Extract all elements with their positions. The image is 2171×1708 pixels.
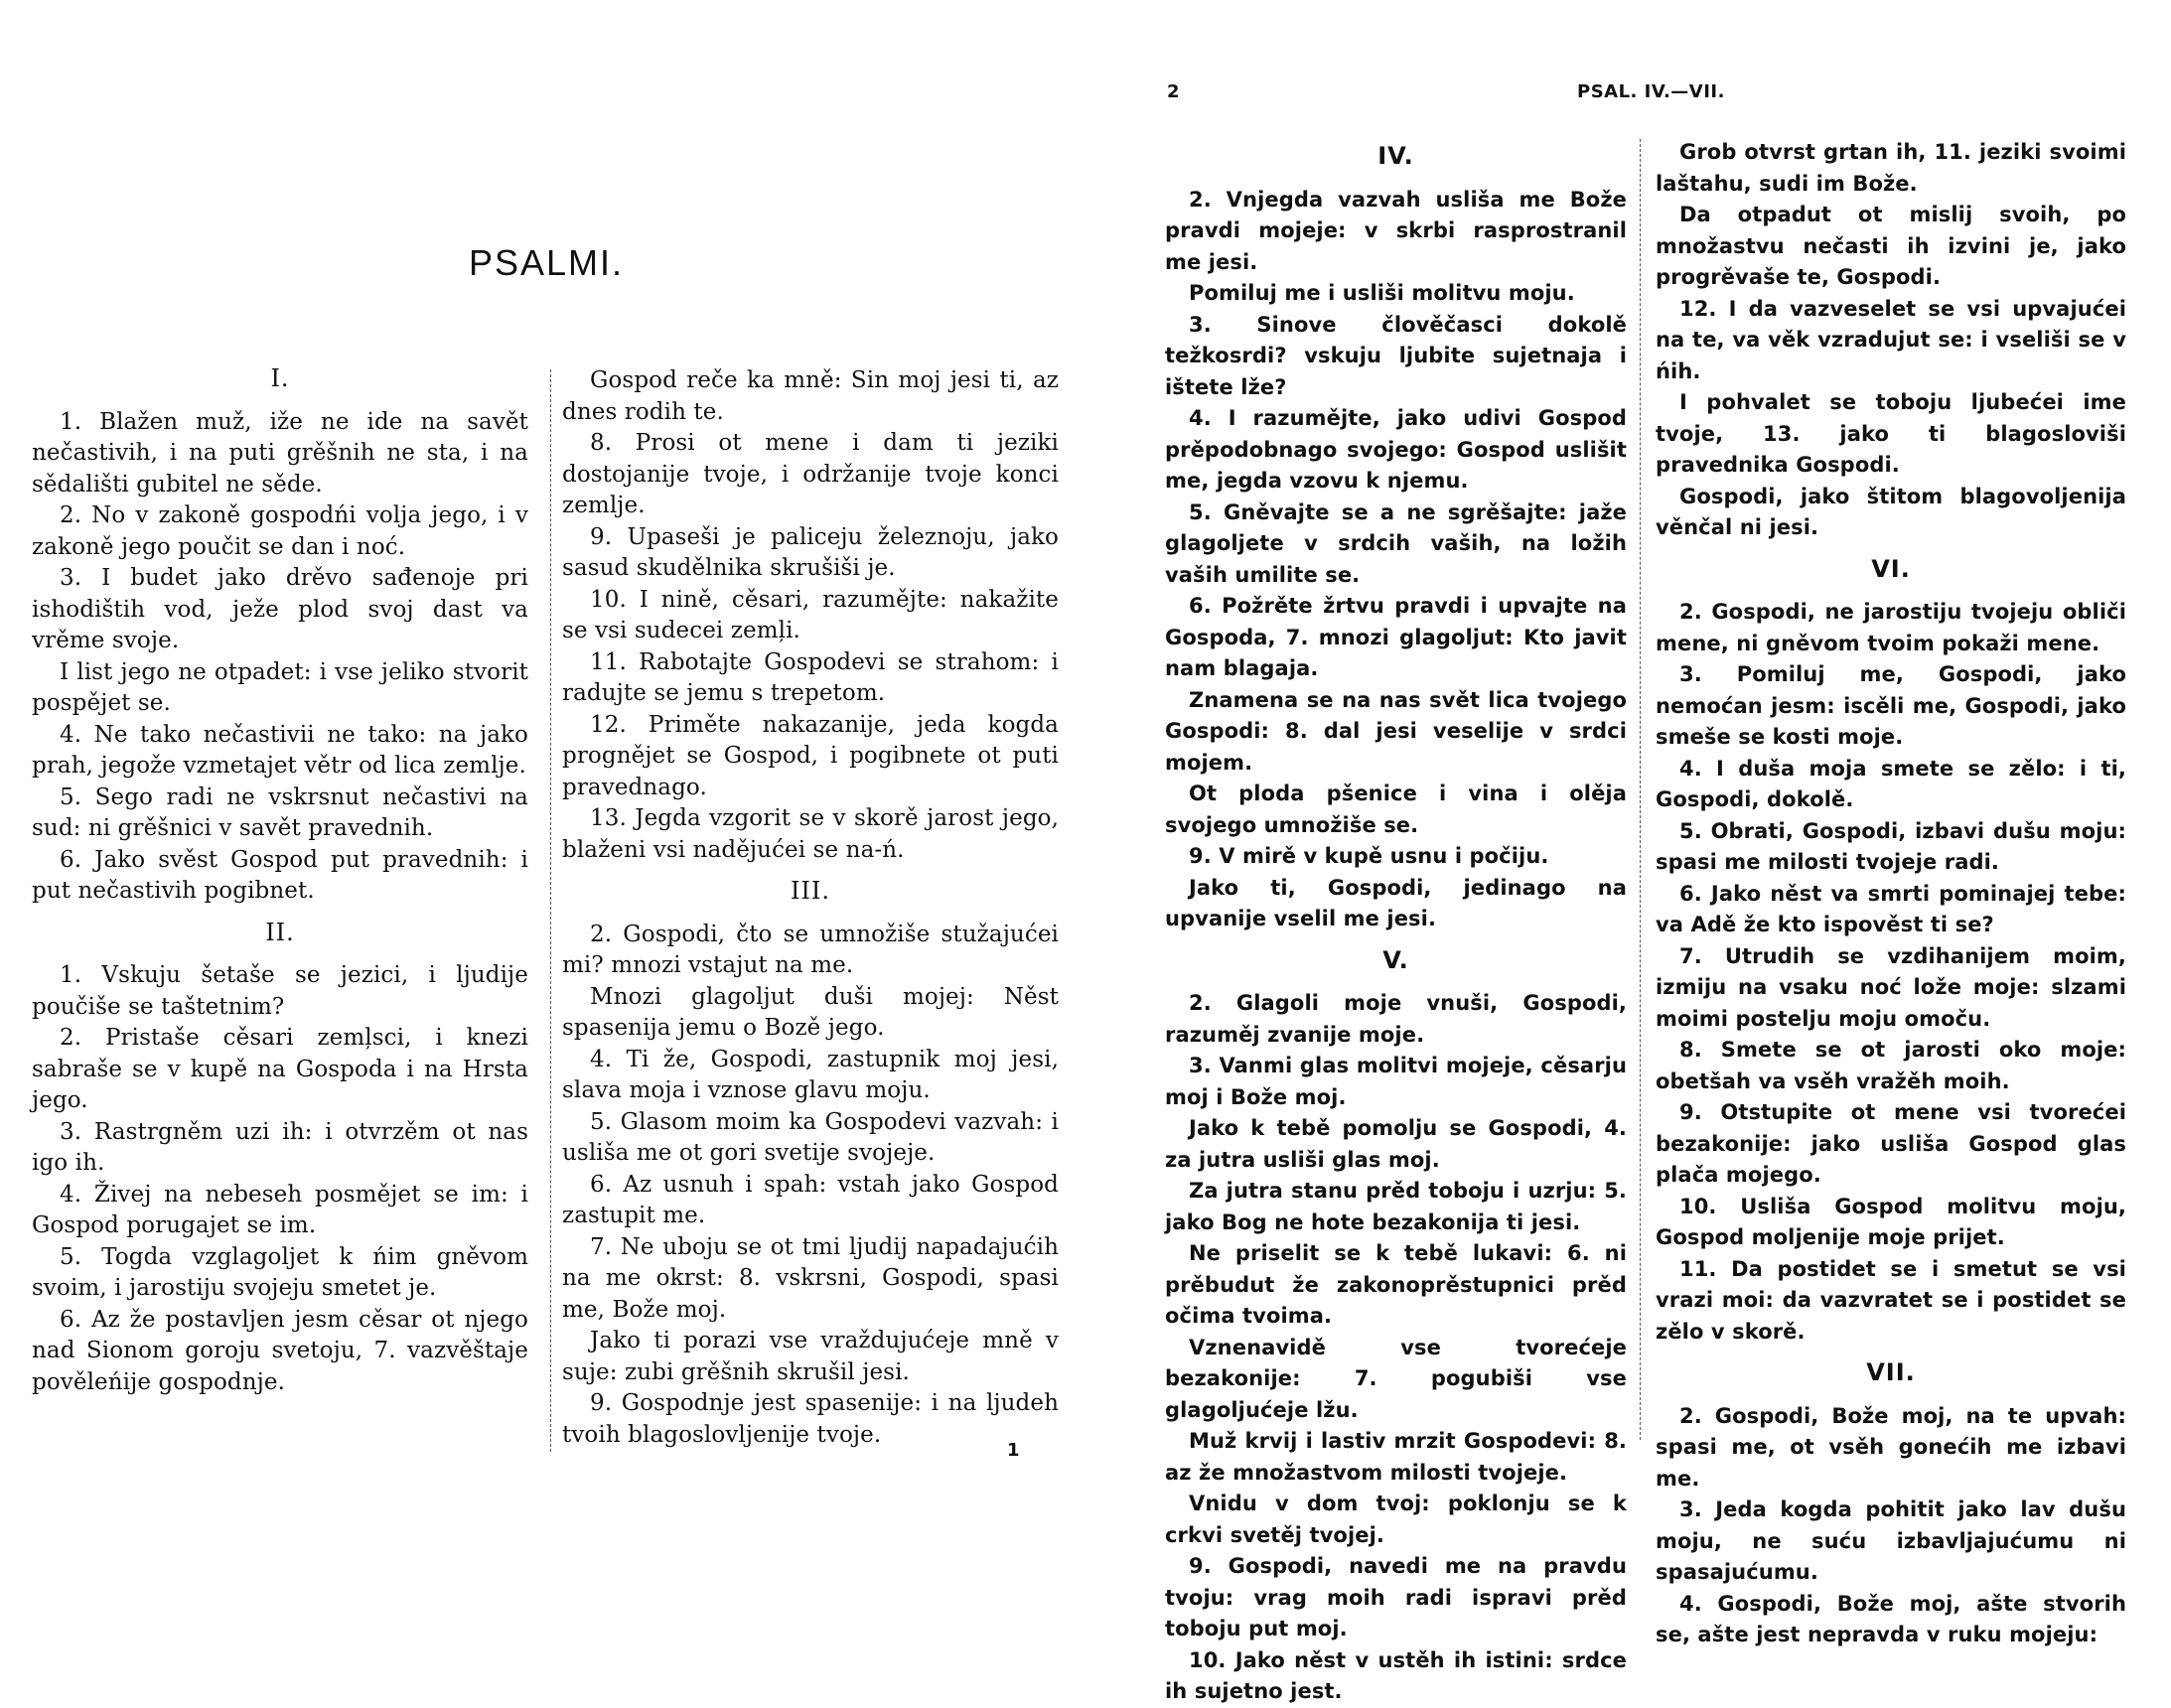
verse-paragraph: 6. Jako něst va smrti pominajej tebe: va Adě že kto ispověst ti se? xyxy=(1656,881,2126,936)
verse-paragraph: Jako ti porazi vse vraždujućeje mně v suje: zubi grěšnih skrušil jesi. xyxy=(562,1328,1059,1385)
verse-paragraph: 5. Glasom moim ka Gospodevi vazvah: i usliša me ot gori svetije svojeje. xyxy=(562,1108,1059,1166)
verse-paragraph: Ot ploda pšenice i vina i olěja svojego umnožiše se. xyxy=(1165,782,1627,837)
verse-paragraph: 9. Gospodi, navedi me na pravdu tvoju: vrag moih radi ispravi prěd toboju put moj. xyxy=(1165,1554,1627,1640)
verse-paragraph: 11. Da postidet se i smetut se vsi vrazi moi: da vazvratet se i postidet se zělo v skorě. xyxy=(1656,1256,2126,1344)
verse-paragraph: 2. Gospodi, Bože moj, na te upvah: spasi me, ot vsěh gonećih me izbavi me. xyxy=(1656,1403,2126,1491)
psalm-heading: I. xyxy=(270,364,290,392)
verse-paragraph: 10. Jako něst v ustěh ih istini: srdce ih sujetno jest. xyxy=(1165,1647,1627,1703)
verse-paragraph: 1. Vskuju šetaše se jezici, i ljudije poučiše se taštetnim? xyxy=(32,962,528,1020)
verse-paragraph: Jako ti, Gospodi, jedinago na upvanije vselil me jesi. xyxy=(1165,875,1627,930)
verse-paragraph: Za jutra stanu prěd toboju i uzrju: 5. jako Bog ne hote bezakonija ti jesi. xyxy=(1165,1179,1627,1234)
verse-paragraph: 4. I duša moja smete se zělo: i ti, Gospodi, dokolě. xyxy=(1656,756,2126,811)
right-page xyxy=(1086,0,2171,1703)
verse-paragraph: Mnozi glagoljut duši mojej: Něst spasenija jemu o Bozě jego. xyxy=(562,983,1059,1041)
verse-paragraph: 11. Rabotajte Gospodevi se strahom: i radujte se jemu s trepetom. xyxy=(562,648,1059,706)
verse-paragraph: 3. Pomiluj me, Gospodi, jako nemoćan jesm: iscěli me, Gospodi, jako smeše se kosti moje. xyxy=(1656,662,2126,749)
verse-paragraph: 13. Jegda vzgorit se v skorě jarost jego, blaženi vsi nadějućei se na-ń. xyxy=(562,805,1059,863)
verse-paragraph: 6. Az že postavljen jesm cěsar ot njego nad Sionom goroju svetoju, 7. vazvěštaje pověleńije gospodnje. xyxy=(32,1306,528,1395)
column-divider xyxy=(1640,139,1641,1440)
left-page-column-1 xyxy=(32,354,528,1398)
verse-paragraph: 6. Az usnuh i spah: vstah jako Gospod zastupit me. xyxy=(562,1171,1059,1228)
verse-paragraph: 10. I nině, cěsari, razumějte: nakažite se vsi sudecei zemļi. xyxy=(562,586,1059,643)
verse-paragraph: 6. Požrěte žrtvu pravdi i upvajte na Gospoda, 7. mnozi glagoljut: Kto javit nam blagaja. xyxy=(1165,594,1627,680)
verse-paragraph: 5. Togda vzglagoljet k ńim gněvom svoim, i jarostiju svojeju smetet je. xyxy=(32,1243,528,1301)
verse-paragraph: 12. Priměte nakazanije, jeda kogda prognějet se Gospod, i pogibnete ot puti pravednago. xyxy=(562,711,1059,800)
verse-paragraph: Da otpadut ot mislij svoih, po množastvu nečasti ih izvini je, jako progrěvaše te, Gospodi. xyxy=(1656,203,2126,289)
verse-paragraph: 2. No v zakoně gospodńi volja jego, i v zakoně jego poučit se dan i noć. xyxy=(32,502,528,560)
verse-paragraph: Gospod reče ka mně: Sin moj jesi ti, az dnes rodih te. xyxy=(562,367,1059,425)
verse-paragraph: 3. Sinove člověčasci dokolě težkosrdi? vskuju ljubite sujetnaja i ištete lže? xyxy=(1165,312,1627,399)
verse-paragraph: 7. Ne uboju se ot tmi ljudij napadajućih na me okrst: 8. vskrsni, Gospodi, spasi me, Bože moj. xyxy=(562,1233,1059,1323)
verse-paragraph: Gospodi, jako štitom blagovoljenija věnčal ni jesi. xyxy=(1656,484,2126,539)
verse-paragraph: 3. Rastrgněm uzi ih: i otvrzěm ot nas igo ih. xyxy=(32,1118,528,1176)
verse-paragraph: 9. Otstupite ot mene vsi tvorećei bezakonije: jako usliša Gospod glas plača mojego. xyxy=(1656,1100,2126,1187)
verse-paragraph: 7. Utrudih se vzdihanijem moim, izmiju na vsaku noć lože moje: slzami moimi postelju moju omoču. xyxy=(1656,943,2126,1031)
verse-paragraph: 10. Usliša Gospod molitvu moju, Gospod moljenije moje prijet. xyxy=(1656,1194,2126,1249)
verse-paragraph: 5. Sego radi ne vskrsnut nečastivi na sud: ni grěšnici v savět pravednih. xyxy=(32,783,528,841)
verse-paragraph: I pohvalet se toboju ljubećei ime tvoje, 13. jako ti blagosloviši pravednika Gospodi. xyxy=(1656,390,2126,477)
verse-paragraph: 8. Prosi ot mene i dam ti jeziki dostojanije tvoje, i održanije tvoje konci zemlje. xyxy=(562,430,1059,518)
verse-paragraph: Vnidu v dom tvoj: poklonju se k crkvi svetěj tvojej. xyxy=(1165,1492,1627,1547)
verse-paragraph: 4. Gospodi, Bože moj, ašte stvorih se, ašte jest nepravda v ruku mojeju: xyxy=(1656,1591,2126,1646)
psalm-heading: VII. xyxy=(1866,1358,1916,1386)
verse-paragraph: 4. I razumějte, jako udivi Gospod prěpodobnago svojego: Gospod uslišit me, jegda vzovu k njemu. xyxy=(1165,406,1627,493)
verse-paragraph: 12. I da vazveselet se vsi upvajućei na te, va věk vzradujut se: i vseliši se v ńih. xyxy=(1656,296,2126,383)
psalm-heading: IV. xyxy=(1377,142,1414,170)
verse-paragraph: 9. V mirě v kupě usnu i počiju. xyxy=(1189,844,1549,868)
book-title: PSALMI. xyxy=(468,242,625,283)
verse-paragraph: I list jego ne otpadet: i vse jeliko stvorit pospějet se. xyxy=(32,658,528,716)
verse-paragraph: Pomiluj me i usliši molitvu moju. xyxy=(1189,281,1575,305)
right-page-column-2 xyxy=(1656,137,2126,1651)
verse-paragraph: 4. Ne tako nečastivii ne tako: na jako prah, jegože vzmetajet větr od lica zemlje. xyxy=(32,721,528,779)
psalm-heading: VI. xyxy=(1871,554,1911,583)
verse-paragraph: 5. Obrati, Gospodi, izbavi dušu moju: spasi me milosti tvojeje radi. xyxy=(1656,818,2126,874)
verse-paragraph: 2. Glagoli moje vnuši, Gospodi, razuměj zvanije moje. xyxy=(1165,991,1627,1047)
running-head: PSAL. IV.—VII. xyxy=(1577,81,1725,102)
left-page xyxy=(0,0,1086,1490)
verse-paragraph: Vznenavidě vse tvorećeje bezakonije: 7. pogubiši vse glagoljućeje lžu. xyxy=(1165,1335,1627,1422)
page-number: 2 xyxy=(1167,81,1180,102)
verse-paragraph: 3. I budet jako drěvo sađenoje pri ishodištih vod, ježe plod svoj dast va vrěme svoje. xyxy=(32,565,528,653)
verse-paragraph: 4. Živej na nebeseh posmějet se im: i Gospod porugajet se im. xyxy=(32,1181,528,1238)
column-divider xyxy=(550,369,551,1452)
verse-paragraph: 2. Vnjegda vazvah usliša me Bože pravdi mojeje: v skrbi rasprostranil me jesi. xyxy=(1165,187,1627,274)
verse-paragraph: Ne priselit se k tebě lukavi: 6. ni prěbudut že zakonoprěstupnici prěd očima tvoima. xyxy=(1165,1241,1627,1328)
verse-paragraph: Grob otvrst grtan ih, 11. jeziki svoimi laštahu, sudi im Bože. xyxy=(1656,140,2126,196)
psalm-heading: II. xyxy=(265,918,295,946)
verse-paragraph: 4. Ti že, Gospodi, zastupnik moj jesi, slava moja i vznose glavu moju. xyxy=(562,1046,1059,1103)
verse-paragraph: 2. Gospodi, ne jarostiju tvojeju obliči mene, ni gněvom tvoim pokaži mene. xyxy=(1656,600,2126,655)
verse-paragraph: Znamena se na nas svět lica tvojego Gospodi: 8. dal jesi veselije v srdci mojem. xyxy=(1165,687,1627,775)
verse-paragraph: 6. Jako svěst Gospod put pravednih: i put nečastivih pogibnet. xyxy=(32,846,528,904)
verse-paragraph: Jako k tebě pomolju se Gospodi, 4. za jutra usliši glas moj. xyxy=(1165,1116,1627,1172)
verse-paragraph: 2. Gospodi, čto se umnožiše stužajućei mi? mnozi vstajut na me. xyxy=(562,921,1059,978)
verse-paragraph: 3. Jeda kogda pohitit jako lav dušu moju, ne suću izbavljajućumu ni spasajućumu. xyxy=(1656,1497,2126,1584)
verse-paragraph: 1. Blažen muž, iže ne ide na savět nečastivih, i na puti grěšnih ne sta, i na sědališti gubitel ne sěde. xyxy=(32,408,528,498)
right-page-column-1 xyxy=(1165,131,1627,1708)
psalm-heading: V. xyxy=(1382,945,1409,974)
left-page-column-2 xyxy=(562,365,1059,1451)
psalm-heading: III. xyxy=(790,877,831,905)
verse-paragraph: 5. Gněvajte se a ne sgrěšajte: jaže glagoljete v srdcih vaših, na ložih vaših umilite se. xyxy=(1165,499,1627,587)
verse-paragraph: 8. Smete se ot jarosti oko moje: obetšah va vsěh vražěh moih. xyxy=(1656,1038,2126,1093)
verse-paragraph: Muž krvij i lastiv mrzit Gospodevi: 8. az že množastvom milosti tvojeje. xyxy=(1165,1429,1627,1485)
verse-paragraph: 9. Upaseši je paliceju železnoju, jako sasud skudělnika skrušiši je. xyxy=(562,523,1059,581)
verse-paragraph: 9. Gospodnje jest spasenije: i na ljudeh tvoih blagoslovljenije tvoje. xyxy=(562,1390,1059,1448)
page-number: 1 xyxy=(1007,1440,1020,1461)
verse-paragraph: 3. Vanmi glas molitvi mojeje, cěsarju moj i Bože moj. xyxy=(1165,1054,1627,1109)
verse-paragraph: 2. Pristaše cěsari zemļsci, i knezi sabraše se v kupě na Gospoda i na Hrsta jego. xyxy=(32,1025,528,1113)
